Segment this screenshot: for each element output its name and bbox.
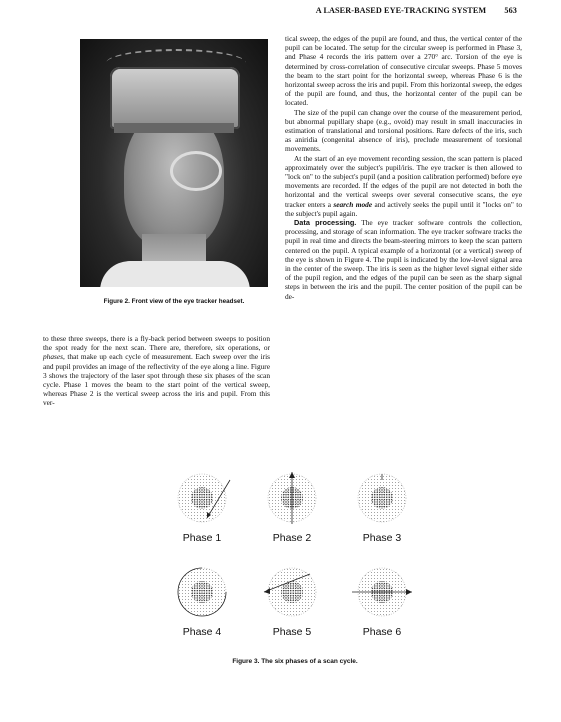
phase-3-diagram [358,474,406,522]
right-column [285,34,522,301]
emphasis-search-mode: search mode [333,199,373,209]
phase-5-diagram [264,568,316,616]
text-run: , that make up each cycle of measurement. Each sweep over the iris and pupil provides an image of the reflectivity of the eye along a line. Figure 3 shows the trajectory of the laser spot through these six phases of the scan cycle. Phase 1 moves the beam to the start point of the vertical sweep, whereas Phase 2 is the vertical sweep across the iris and pupil. From this ver- [43,352,270,408]
paragraph [43,334,270,408]
figure-2-caption: Figure 2. Front view of the eye tracker headset. [103,298,245,305]
phase-label: Phase 2 [272,532,312,544]
paragraph: The size of the pupil can change over the course of the measurement period, but abnormal pupillary shape (e.g., ovoid) may result in small inaccuracies in estimation of translational and torsional positions. Rare defects of the iris, such as aniridia (congenital absence of iris), preclude measurement of torsional movements. [285,107,522,154]
phase-label: Phase 6 [362,626,402,638]
phase-label: Phase 3 [362,532,402,544]
text-run: and actively seeks the pupil until it "locks on" to the subject's pupil again. [285,199,522,218]
headset-photo [80,39,268,287]
phase-label: Phase 5 [272,626,312,638]
phase-4-diagram [178,568,226,616]
eye-tracker-headset [110,67,240,129]
left-column [43,334,270,408]
paragraph [285,154,522,218]
running-title: A LASER-BASED EYE-TRACKING SYSTEM [315,6,487,15]
phase-6-diagram [352,568,412,616]
text-run: to these three sweeps, there is a fly-back period between sweeps to position the spot ready for the next scan. There are, therefore, six operations, or [43,334,270,353]
text-run: At the start of an eye movement recording session, the scan pattern is placed approximately over the subject's pupil/iris. The eye tracker is then allowed to "lock on" to the subject's pupil (and a position calibration performed) before eye movements are recorded. If the edges of the pupil are not detected in both the horizontal and the vertical sweeps over several consecutive scans, the eye tracker enters a [285,153,522,209]
running-head [316,6,517,15]
figure-3 [160,472,430,658]
page-number: 563 [504,6,517,15]
paragraph: tical sweep, the edges of the pupil are found, and thus, the vertical center of the pupil can be located. The setup for the circular sweep is performed in Phase 3, and Phase 4 records the iris pattern over a 270° arc. Torsion of the eye is determined by cross-correlation of consecutive circular sweeps. Phase 5 moves the beam to the start point for the horizontal sweep, whereas Phase 6 is the horizontal sweep across the iris and pupil. From this horizontal sweep, the edges of the pupil are found, and thus, the horizontal center of the pupil can be located. [285,34,522,108]
head-band [114,123,234,133]
text-run: The eye tracker software controls the collection, processing, and storage of scan information. The eye tracker software tracks the pupil in real time and directs the beam-steering mirrors to keep the scan pattern centered on the pupil. A typical example of a horizontal (or a vertical) sweep of the eye is shown in Figure 4. The pupil is indicated by the low-level signal area in the center of the sweep. The iris is seen as the higher level signal either side of the pupil region, and the edges of the pupil can be seen as the sharp signal steps in between the iris and the pupil. The center position of the pupil can be de- [285,218,522,301]
phase-label: Phase 1 [182,532,222,544]
shirt-collar [100,261,250,287]
section-runin-heading: Data processing. [294,218,357,228]
emphasis-phases: phases [43,352,63,362]
figure-3-caption: Figure 3. The six phases of a scan cycle. [232,658,358,665]
phase-label: Phase 4 [182,626,222,638]
phase-1-diagram [178,474,230,522]
eyepiece-lens [170,151,222,191]
paragraph [285,218,522,301]
phase-2-diagram [268,472,316,524]
